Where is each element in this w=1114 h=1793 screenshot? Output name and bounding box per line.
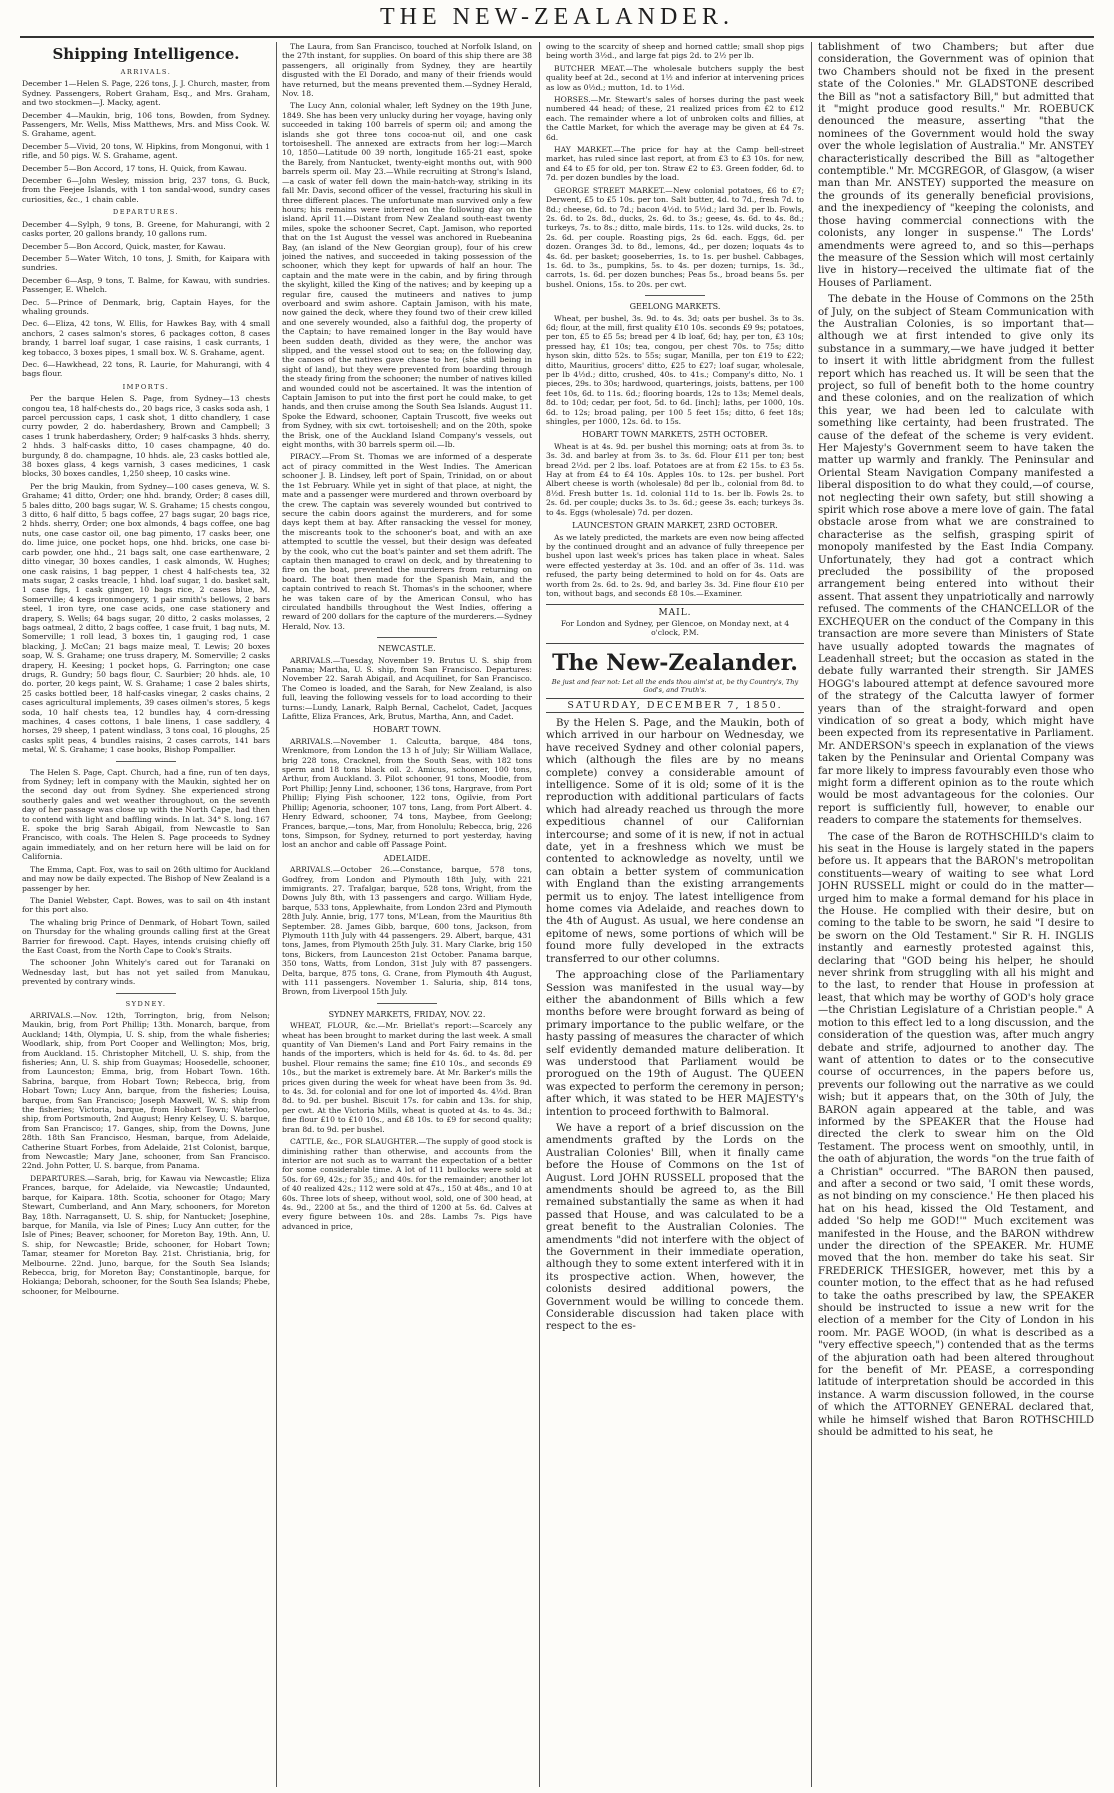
masthead-rule: [20, 36, 1094, 38]
departure-item: Dec. 6—Eliza, 42 tons, W. Ellis, for Hawkes Bay, with 4 small anchors, 2 cases salmon's stores, 6 packages cotton, 8 cases brandy, 1 barrel loaf sugar, 1 case raisins, 1 cask currants, 1 keg tobacco, 3 boxes pipes, 1 small box. W. S. Grahame, agent.: [22, 319, 270, 357]
divider: [116, 993, 176, 994]
mail-heading: MAIL.: [658, 608, 692, 619]
adelaide-paragraph: ARRIVALS.—October 26.—Constance, barque, 578 tons, Godfrey, from London and Plymouth 18th July, with 221 immigrants. 27. Trafalgar, barque, 528 tons, Wright, from the Downs July 8th, with 13 passengers and cargo. William Hyde, barque, 533 tons, Applewhaite, from London 23rd and Plymouth 28th July. Annie, brig, 177 tons, M'Lean, from the Mauritius 8th September. 28. James Gibb, barque, 600 tons, Jackson, from Plymouth 11th July with 44 passengers. 29. Albert, barque, 431 tons, James, from Plymouth 25th July. 31. Mary Clarke, brig 150 tons, Bickers, from Launceston 21st October. Panama barque, 350 tons, Watts, from London, 31st July with 87 passengers. Delta, barque, 875 tons, G. Crane, from Plymouth 4th August, with 111 passengers. November 1. Saluria, ship, 814 tons, Brown, from Liverpool 15th July.: [282, 865, 532, 997]
leader-paragraph: The case of the Baron de ROTHSCHILD's claim to his seat in the House is largely stated in the papers before us. It appears that the BARON's metropolitan constituents—weary of waiting to see what Lord JOHN RUSSELL might or could do in the matter—urged him to make a formal demand for his place in the House. He complied with their desire, but on coming to the table to be sworn, he said "I desire to be sworn on the Old Testament." Sir R. H. INGLIS instantly and earnestly protested against this, declaring that "GOD being his helper, he should never shrink from struggling with all his might and to the last, to render that House in profession at least, that which may be worthy of GOD's holy grace—the Christian Legislature of a Christian people." A motion to this effect led to a long discussion, and the consideration of the question was, after much angry debate and strife, adjourned to another day. The want of attention to dates or to the consecutive course of occurrences, in the papers before us, prevents our following out the narrative as we could wish; but it appears that, on the 30th of July, the BARON again appeared at the table, and was informed by the SPEAKER that the House had directed the clerk to swear him on the Old Testament. The process went on smoothly, until, in the oath of abjuration, the words "on the true faith of a Christian" occurred. "The BARON then paused, and after a second or two said, 'I omit these words, as not binding on my conscience.' He then placed his hat on his head, kissed the Old Testament, and added 'So help me GOD!'" Much excitement was manifested in the House, and the BARON withdrew under the direction of the SPEAKER. Mr. HUME moved that the hon. member do take his seat. Sir FREDERICK THESIGER, however, met this by a counter motion, to the effect that as he had refused to take the oaths prescribed by law, the SPEAKER should be instructed to issue a new writ for the election of a member for the City of London in his room. Mr. PAGE WOOD, (in what is described as a "very effective speech,") contended that as the terms of the abjuration oath had been altered throughout for the benefit of Mr. PEASE, a corresponding latitude of interpretation should be accorded in this instance. A warm discussion followed, in the course of which the ATTORNEY GENERAL declared that, while he himself wished that Baron ROTHSCHILD should be admitted to his seat, he: [818, 831, 1094, 1439]
hobart-heading: HOBART TOWN.: [372, 725, 442, 735]
column-rule-3: [811, 42, 812, 1787]
news-paragraph: The Daniel Webster, Capt. Bowes, was to sail on 4th instant for this port also.: [22, 895, 270, 915]
geelong-paragraph: Wheat, per bushel, 3s. 9d. to 4s. 3d; oats per bushel. 3s to 3s. 6d; flour, at the mill, first quality £10 10s. seconds £9 9s; potatoes, per ton, £5 to £5 5s; bread per 4 lb loaf, 6d; hay, per ton, £3 10s; pressed hay, £1 10s; tea, congou, per chest 70s. to 75s; ditto hyson skin, ditto 52s. to 55s; sugar, Manilla, per ton £19 to £22; ditto, Mauritius, grocers' ditto, £25 to £27; loaf sugar, wholesale, per lb 4½d.; ditto, crushed, 40s. to 41s.; Company's ditto, No. 1 pieces, 29s. to 30s; hardwood, quarterings, joists, battens, per 100 feet 10s, 6d. to 11s. 6d.; flooring boards, 12s to 13s; Memel deals, 8d. to 10d; cedar, per foot, 5d. to 6d. [inch]; laths, per 1000, 10s. 6d. to 12s; broad paling, per 100 5 feet 15s; ditto, 6 feet 18s; shingles, per 1000, 12s. 6d. to 15s.: [546, 313, 804, 427]
hobart-markets-paragraph: Wheat is at 4s. 9d. per bushel this morning; oats at from 3s. to 3s. 3d. and barley at from 3s. to 3s. 6d. Flour £11 per ton; best bread 2½d. per 2 lbs. loaf. Potatoes are at from £2 15s. to £3 5s. Hay at from £4 to £4 10s. Apples 10s. to 12s. per bushel. Port Albert cheese is worth (wholesale) 8d per lb., colonial from 8d. to 8½d. Fresh butter 1s. 1d. colonial 11d to 1s. ber lb. Fowls 2s. to 2s. 6d. per couple; ducks 3s. to 3s. 6d.; geese 3s. each; turkeys 3s. to 4s. Eggs (wholesale) 7d. per dozen.: [546, 441, 804, 517]
column-rule-1: [276, 42, 277, 1787]
column-3: [546, 42, 804, 1787]
news-paragraph: The schooner John Whitely's cared out for Taranaki on Wednesday last, but has not yet sailed from Manukau, prevented by contrary winds.: [22, 958, 270, 987]
george-street-paragraph: GEORGE STREET MARKET.—New colonial potatoes, £6 to £7; Derwent, £5 to £5 10s. per ton. Salt butter, 4d. to 7d., fresh 7d. to 8d.; cheese, 6d. to 7d.; bacon 4½d. to 5½d.; lard 3d. per lb. Fowls, 2s. 6d. to 2s. 8d., ducks, 2s. 6d. to 3s.; geese, 4s. 6d. to 4s. 8d.; turkeys, 7s. to 8s.; ditto, male birds, 11s. to 12s. wild ducks, 2s. to 2s. 6d. per couple. Roasting pigs, 2s 6d. each. Eggs, 6d. per dozen. Oranges 3d. to 8d., lemons, 4d., per dozen; loquats 4s to 4s. 6d. per basket; gooseberries, 1s. to 1s. per bushel. Cabbages, 1s. 6d. to 3s., pumpkins, 5s. to 4s. per dozen; turnips, 1s. 3d., carrots, 1s. 6d. per dozen bunches; Peas 5s., broad beans 5s. per bushel. Onions, 15s. to 20s. per cwt.: [546, 185, 804, 289]
import-item: Per the brig Maukin, from Sydney—100 cases geneva, W. S. Grahame; 41 ditto, Order; one hhd. brandy, Order; 8 cases dill, 5 bales ditto, 200 bags sugar, W. S. Grahame; 15 chests congou, 3 ditto, 6 half ditto, 5 bags coffee, 27 bags sugar, 20 bags rice, 2 hhds. sherry, Order; one box almonds, 4 bags coffee, one bag nuts, one case castor oil, one bag pimento, 17 casks beer, one do. lime juice, one pocket hops, one hhd. bricks, one case bi-carb powder, one hhd., 21 bags salt, one case earthenware, 2 ditto vinegar, 30 boxes candles, 1 cask almonds, W. Hughes; one cask raisins, 1 bag pepper, 1 chest 4 half-chests tea, 32 mats sugar, 2 casks treacle, 1 hhd. loaf sugar, 1 do. basket salt, 1 case figs, 1 cask ginger, 10 bags rice, 2 cases blue, M. Somerville; 4 kegs ironmongery, 1 pair smith's bellows, 2 bars steel, 1 iron tyre, one case acids, one case stationery and drapery, S. Wells; 64 bags sugar, 20 ditto, 2 casks molasses, 2 bags oatmeal, 2 ditto, 2 bags coffee, 1 case fruit, 1 bag nuts, M. Somerville; 1 roll lead, 3 boxes tin, 1 gauging rod, 1 case blacking, J. McCan; 21 bags maize meal, T. Lewis; 20 boxes soap, W. S. Grahame; one truss drapery, M. Somerville; 2 casks drapery, H. Keesing; 1 pocket hops, G. Farrington; one case drugs, R. Gundry; 50 bags flour, C. Saurbier; 20 hhds. ale, 10 do. porter, 20 kegs paint, W. S. Grahame; 1 case 2 bales shirts, 25 casks bottled beer, 18 half-casks vinegar, 2 casks chains, 2 cases agricultural implements, 39 cases oilmen's stores, 5 kegs soda, 10 half chests tea, 12 bundles hay, 4 corn-dressing machines, 4 cases cottons, 1 bale linens, 1 case saddlery, 4 horses, 29 sheep, 1 patent windlass, 3 tons coal, 16 ploughs, 25 casks split peas, 4 bundles raisins, 2 cases carrots, 141 bars metal, W. S. Grahame; 1 case books, Bishop Pompallier.: [22, 481, 270, 755]
dateline: SATURDAY, DECEMBER 7, 1850.: [546, 698, 804, 713]
arrivals-heading: ARRIVALS.: [120, 68, 172, 76]
mail-notice: [546, 604, 804, 643]
departure-item: December 5—Bon Accord, Quick, master, for Kawau.: [22, 241, 226, 251]
column-2: [282, 42, 532, 1787]
arrival-item: December 4—Maukin, brig, 106 tons, Bowden, from Sydney. Passengers, Mr. Wells, Miss Matthews, Mrs. and Miss Cook. W. S. Grahame, agent.: [22, 110, 270, 139]
mail-text: For London and Sydney, per Glencoe, on Monday next, at 4 o'clock, P.M.: [560, 618, 790, 638]
leader-paragraph: The debate in the House of Commons on the 25th of July, on the subject of Steam Communication with the Australian Colonies, is so important that—although we at first intended to give only its substance in a summary,—we have judged it better to insert it with little abridgment from the fullest report which has reached us. It will be seen that the project, so full of benefit both to the home country and these colonies, and on the realization of which this year, we had been led to calculate with something like certainty, had been frustrated. The cause of the defeat of the scheme is very evident. Her Majesty's Government seem to have taken the matter up warmly and frankly. The Peninsular and Oriental Steam Navigation Company manifested a liberal disposition to do what they could,—of course, not neglecting their own safety, but still showing a spirit which rose above a mere love of gain. The fatal obstacle arose from what we are constrained to characterise as the selfish, grasping spirit of monopoly manifested by the East India Company. Unfortunately, they had got a contract which precluded the possibility of the proposed arrangement being entered into without their assent. That assent they unpatriotically and narrowly refused. The comments of the CHANCELLOR of the EXCHEQUER on the conduct of the Company in this transaction are more severe than Ministers of State have usually adopted towards the magnates of Leadenhall street; but the occasion as stated in the debate fully warranted their strength. Sir JAMES HOGG's laboured attempt at defence savoured more of the strategy of the Calcutta lawyer of former years than of the straight-forward and open vindication of so great a body, which might have been expected from its representative in Parliament. Mr. ANDERSON's speech in explanation of the views taken by the Peninsular and Oriental Company was far more likely to impress favourably even those who might form a different opinion as to the route which would be most advantageous for the colonies. Our report is sufficiently full, however, to enable our readers to compare the statements for themselves.: [818, 294, 1094, 827]
arrival-item: December 5—Bon Accord, 17 tons, H. Quick, from Kawau.: [22, 163, 247, 173]
news-paragraph: The Emma, Capt. Fox, was to sail on 26th ultimo for Auckland and may now be daily expected. The Bishop of New Zealand is a passenger by her.: [22, 864, 270, 893]
launceston-heading: LAUNCESTON GRAIN MARKET, 23RD OCTOBER.: [572, 521, 778, 531]
masthead: [0, 0, 1114, 38]
motto: Be just and fear not: Let all the ends thou aim'st at, be thy Country's, Thy God's, and Truth's.: [551, 677, 799, 694]
imports-heading: IMPORTS.: [122, 382, 170, 391]
cattle-paragraph: CATTLE, &c., FOR SLAUGHTER.—The supply of good stock is diminishing rather than otherwise, and accounts from the interior are not such as to warrant the expectation of a better for some considerable time. A lot of 111 bullocks were sold at 50s. for 69, 42s.; for 35,; and 40s. for the remainder; another lot of 40 realized 42s.; 112 were sold at 47s., 150 at 48s., and 10 at 60s. Three lots of sheep, without wool, sold, one of 300 head, at 4s. 9d., 2200 at 5s., and the third of 1200 at 5s. 6d. Calves at every figure between 10s. and 28s. Lambs 7s. Pigs have advanced in price,: [282, 1137, 532, 1231]
divider: [377, 637, 437, 638]
departure-item: December 4—Sylph, 9 tons, B. Greene, for Mahurangi, with 2 casks porter, 20 gallons brandy, 10 gallons rum.: [22, 219, 270, 239]
leader-paragraph: We have a report of a brief discussion on the amendments grafted by the Lords on the Australian Colonies' Bill, when it finally came before the House of Commons on the 1st of August. Lord JOHN RUSSELL proposed that the amendments should be agreed to, as the Bill remained substantially the same as when it had passed that House, and was calculated to be a great benefit to the Australian Colonies. The amendments "did not interfere with the object of the Government in their immediate operation, although they to some extent interfered with it in its prospective action. When, however, the colonists desired additional powers, the Government would be willing to concede them. Considerable discussion had taken place with respect to the es-: [546, 1122, 804, 1333]
arrival-item: December 6—John Wesley, mission brig, 237 tons, G. Buck, from the Feejee Islands, with 1 ton sandal-wood, sundry cases curiosities, &c., 1 chain cable.: [22, 176, 270, 204]
news-paragraph: PIRACY.—From St. Thomas we are informed of a desperate act of piracy committed in the West Indies. The American schooner J. B. Lindsey, left port of Spain, Trinidad, on or about the 1st February. While yet in sight of that place, at night, the mate and a passenger were murdered and thrown overboard by the crew. The captain was severely wounded but contrived to secure the cabin doors against the murderers, and for some days kept them at bay. After ransacking the vessel for money, the miscreants took to the schooner's boat, and with an axe attempted to scuttle the vessel, but their design was defeated by the cook, who cut the boat's painter and set them adrift. The captain then managed to crawl on deck, and by threatening to fire on the boat, prevented the murderers from returning on board. The boat then made for the Spanish Main, and the captain contrived to reach St. Thomas's in the schooner, where he was taken care of by the American Consul, who has circulated handbills throughout the West Indies, offering a reward of 200 dollars for the capture of the murderers.—Sydney Herald, Nov. 13.: [282, 452, 532, 631]
departure-item: December 6—Asp, 9 tons, T. Balme, for Kawau, with sundries. Passenger, E. Whelch.: [22, 275, 270, 295]
departure-item: December 5—Water Witch, 10 tons, J. Smith, for Kaipara with sundries.: [22, 253, 270, 273]
divider: [645, 295, 705, 296]
market-paragraph: owing to the scarcity of sheep and horned cattle; small shop pigs being worth 3½d., and large fat pigs 2d. to 2½ per lb.: [546, 42, 804, 61]
paper-title: The New-Zealander.: [552, 649, 798, 676]
news-paragraph: The Laura, from San Francisco, touched at Norfolk Island, on the 27th instant, for supplies. On board of this ship there are 38 passengers, all originally from Sydney, they are heartily disgusted with the El Dorado, and many of their friends would have returned, but the means prevented them.—Sydney Herald, Nov. 18.: [282, 42, 532, 99]
divider: [377, 1003, 437, 1004]
hay-paragraph: HAY MARKET.—The price for hay at the Camp bell-street market, has ruled since last report, at from £3 to £3 10s. for new, and £4 to £5 for old, per ton. Straw £2 to £3. Green fodder, 6d. to 7d. per dozen bundles by the load.: [546, 145, 804, 183]
leader-article: [546, 718, 804, 1334]
sydney-heading: SYDNEY.: [125, 999, 167, 1008]
newcastle-heading: NEWCASTLE.: [378, 644, 436, 654]
hobart-markets-heading: HOBART TOWN MARKETS, 25TH OCTOBER.: [582, 430, 768, 440]
adelaide-heading: ADELAIDE.: [383, 853, 431, 863]
news-paragraph: The Lucy Ann, colonial whaler, left Sydney on the 19th June, 1849. She has been very unlucky during her voyage, having only succeeded in taking 100 barrels of sperm oil; and among the islands she got three tons cocoa-nut oil, and one cask tortoiseshell. The annexed are extracts from her log:—March 10, 1850—Latitude 00 39 north, longitude 165·21 east, spoke the Barely, from Nantucket, twenty-eight months out, with 900 barrels sperm oil. May 23.—While recruiting at Strong's Island,—a cask of water fell down the main-hatch-way, striking in its fall Mr. Davis, second officer of the vessel, fracturing his skull in three different places. The unfortunate man survived only a few hours; his remains were interred on the following day on the island. April 11.—Distant from New Zealand south-east twenty miles, spoke the schooner Secret, Capt. Jamison, who reported that on the 1st August the vessel was anchored in Ruebeanina Bay, (an island of the New Georgian group), four of his crew joined the natives, and succeeded in taking possession of the schooner, which they kept for upwards of half an hour. The captain and the mate were in the cabin, and by firing through the skylight, killed the King of the natives; and by keeping up a regular fire, caused the mutineers and natives to jump overboard and swim ashore. Captain Jamison, with his mate, now gained the deck, where they found two of their crew killed and one severely wounded, also a faithful dog, the property of the Captain; to have remained longer in the Bay would have been sudden death, divided as they were, the anchor was slipped, and the vessel stood out to sea; on the following day, the canoes of the natives gave chase to her, (she still being in sight of land), but they were prevented from boarding through the steady firing from the schooner; the number of natives killed and wounded could not be ascertained. It was the intention of Captain Jamison to put into the first port he could make, to get hands, and then cruise among the South Sea Islands. August 11. Spoke the Edward, schooner, Captain Truscott, five weeks out from Sydney, with six cwt. tortoiseshell; and on the 20th, spoke the Brisk, one of the Auckland Island Company's vessels, out eight months, with 30 barrels sperm oil.—Ib.: [282, 101, 532, 450]
sydney-paragraph: DEPARTURES.—Sarah, brig, for Kawau via Newcastle; Eliza Frances, barque, for Adelaide, via Newcastle; Undaunted, barque, for Kaipara. 18th. Scotia, schooner for Otago; Mary Stewart, Cumberland, and Ann Mary, schooners, for Moreton Bay, 18th. Narragansett, U. S. ship, for Nantucket; Josephine, barque, for Manila, via Isle of Pines; Lucy Ann cutter, for the Isle of Pines; Beaver, schooner, for Moreton Bay, 19th. Ann, U. S. ship, for Newcastle; Bride, schooner, for Hobart Town; Tamar, steamer for Moreton Bay. 21st. Christiania, brig, for Melbourne. 22nd. Juno, barque, for the South Sea Islands; Rebecca, brig, for Moreton Bay; Constantinople, barque, for Hokianga; Deborah, schooner, for the South Sea Islands; Phebe, schooner, for Melbourne.: [22, 1173, 270, 1296]
sydney-markets-heading: SYDNEY MARKETS, FRIDAY, NOV. 22.: [328, 1009, 486, 1019]
arrival-item: December 1—Helen S. Page, 226 tons, J. J. Church, master, from Sydney. Passengers, Robert Graham, Esq., and Mrs. Graham, and two stockmen—J. Macky, agent.: [22, 79, 270, 108]
horses-paragraph: HORSES.—Mr. Stewart's sales of horses during the past week numbered 44 head; of these, 21 realized prices from £2 to £12 each. The remainder where a lot of unbroken colts and fillies, at the Cattle Market, for which the average may be given at £4 7s. 6d.: [546, 95, 804, 142]
departures-heading: DEPARTURES.: [112, 208, 180, 217]
geelong-heading: GEELONG MARKETS.: [629, 302, 721, 312]
column-rule-2: [539, 42, 540, 1787]
column-4: [818, 42, 1094, 1787]
arrival-item: December 5—Vivid, 20 tons, W. Hipkins, from Mongonui, with 1 rifle, and 50 pigs. W. S. Grahame, agent.: [22, 141, 270, 161]
leader-paragraph: tablishment of two Chambers; but after due consideration, the Government was of opinion that two Chambers should not be fixed in the present state of the Colonies." Mr. GLADSTONE described the Bill as "not a satisfactory Bill," but admitted that it "might produce good results." Mr. ROEBUCK denounced the measure, asserting "that the nominees of the Government would hold the sway over the whole legislation of Australia." Mr. ANSTEY characteristically described the Bill as "altogether contemptible." Mr. MCGREGOR, of Glasgow, (a wiser man than Mr. ANSTEY) supported the measure on the grounds of its generally beneficial provisions, and the inexpediency of "keeping the colonists, and those having commercial connections with the colonists, any longer in suspense." The Lords' amendments were agreed to, and so this—perhaps the measure of the Session which will most certainly live in history—received the ultimate fiat of the Houses of Parliament.: [818, 42, 1094, 289]
leader-paragraph: By the Helen S. Page, and the Maukin, both of which arrived in our harbour on Wednesday, we have received Sydney and other colonial papers, which (although the files are by no means complete) convey a considerable amount of intelligence. Some of it is old; some of it is the reproduction with additional particulars of facts which had already reached us through the more expeditious channel of our Californian intercourse; and some of it is new, if not in actual date, yet in a freshness which we must be contented to acknowledge as novelty, until we can obtain a better system of communication with England than the existing arrangements permit us to enjoy. The latest intelligence from home comes via Adelaide, and reaches down to the 4th of August. As usual, we here condense an epitome of news, some portions of which will be found more fully developed in the extracts transferred to our other columns.: [546, 717, 804, 965]
butcher-paragraph: BUTCHER MEAT.—The wholesale butchers supply the best quality beef at 2d., second at 1½ and inferior at intervening prices as low as 0½d.; mutton, 1d. to 1½d.: [546, 63, 804, 92]
newspaper-title: THE NEW-ZEALANDER.: [380, 4, 734, 30]
news-paragraph: The whaling brig Prince of Denmark, of Hobart Town, sailed on Thursday for the whaling grounds calling first at the Great Barrier for firewood. Capt. Hayes, intends cruising chiefly off the East Coast, from the North Cape to Cook's Straits.: [22, 917, 270, 955]
leader-paragraph: The approaching close of the Parliamentary Session was manifested in the usual way—by either the abandonment of Bills which a few months before were brought forward as being of primary importance to the public welfare, or the hasty passing of measures the character of which self evidently demanded mature deliberation. It was understood that Parliament would be prorogued on the 19th of August. The QUEEN was expected to perform the ceremony in person; after which, it was stated to be HER MAJESTY's intention to proceed forthwith to Balmoral.: [546, 970, 804, 1118]
shipping-intelligence-heading: Shipping Intelligence.: [52, 45, 240, 63]
newcastle-paragraph: ARRIVALS.—Tuesday, November 19. Brutus U. S. ship from Panama; Martha, U. S. ship, from San Francisco. Departures: November 22. Sarah Abigail, and Acquilinet, for San Francisco. The Comeo is loaded, and the Sarah, for New Zealand, is also full, leaving the following vessels for to load according to their turns:—Lundy, Lanark, Ralph Bernal, Cachelot, Cadet, Jacques Lafitte, Eliza Frances, Ark, Brutus, Martha, Ann, and Cadet.: [282, 655, 532, 722]
divider: [116, 761, 176, 762]
launceston-paragraph: As we lately predicted, the markets are even now being affected by the continued drought and an advance of fully threepence per bushel upon last week's prices has taken place in wheat. Sales were effected yesterday at 3s. 10d. and an offer of 3s. 11d. was refused, the party being determined to hold on for 4s. Oats are worth from 2s. 6d. to 2s. 9d, and barley 3s. 3d. Fine flour £10 per ton, without bags, and seconds £8 10s.—Examiner.: [546, 532, 804, 598]
import-item: Per the barque Helen S. Page, from Sydney—13 chests congou tea, 18 half-chests do., 20 bags rice, 3 casks soda ash, 1 parcel percussion caps, 1 cask shot, 1 ditto chandlery, 1 case curry powder, 2 do. haberdashery, Brown and Campbell; 3 cases 1 trunk haberdashery, Order; 9 half-casks 3 hhds. sherry, 2 hhds. 3 half-casks ditto, 10 cases champagne, 40 do. burgundy, 8 do. champagne, 10 hhds. ale, 23 casks bottled ale, 38 boxes glass, 4 kegs varnish, 3 cases medicines, 1 cask blocks, 30 boxes candles, 1,250 sheep, 10 casks wine.: [22, 394, 270, 479]
column-1: [22, 42, 270, 1787]
hobart-paragraph: ARRIVALS.—November 1. Calcutta, barque, 484 tons, Wrenkmore, from London the 13 h of July; Sir William Wallace, brig 228 tons, Cracknel, from the South Seas, with 182 tons sperm and 18 tons black oil. 2. Amicus, schooner, 100 tons, Arthur, from Auckland. 3. Pilot schooner, 91 tons, Moodie, from Port Phillip; Jenny Lind, schooner, 136 tons, Hargrave, from Port Phillip; Flying Fish schooner, 122 tons, Ogilvie, from Port Phillip; Agenoria, schooner, 107 tons, Lang, from Port Albert. 4. Henry Edward, schooner, 74 tons, Maybee, from Geelong; Frances, barque,—tons, Mar, from Honolulu; Rebecca, brig, 226 tons, Simpson, for Sydney, returned to port yesterday, having lost an anchor and cable off Passage Point.: [282, 736, 532, 850]
sydney-paragraph: ARRIVALS.—Nov. 12th, Torrington, brig, from Nelson; Maukin, brig, from Port Phillip; 13th. Monarch, barque, from Auckland; 14th, Olympia, U. S. ship, from the whale fisheries; Woodlark, ship, from Port Cooper and Wellington; Mos, brig, from Auckland. 15. Christopher Mitchell, U. S. ship, from the fisheries; Ann, U. S. ship from Guaymas; Hoosedelle, schooner, from Launceston; Emma, brig, from Hobart Town. 16th. Sabrina, barque, from Hobart Town; Rebecca, brig, from Hobart Town; Lucy Ann, barque, from the fisheries; Louisa, barque, from San Francisco; Joseph Maxwell, W. S. ship from the fisheries; Victoria, barque, from Hobart Town; Waterloo, ship, from Portsmouth, 2nd August; Henry Kelsey, U. S. barque, from San Francisco; 17. Ganges, ship, from the Downs, June 28th. 18th San Francisco, Hesman, barque, from Adelaide, Catherine Stuart Forbes, from Adelaide, 21st Colonist, barque, from Newcastle; Mary Jane, schooner, from San Francisco. 22nd. John Potter, U. S. barque, from Panama.: [22, 1010, 270, 1171]
departure-item: Dec. 6—Hawkhead, 22 tons, R. Laurie, for Mahurangi, with 4 bags flour.: [22, 359, 270, 379]
news-paragraph: The Helen S. Page, Capt. Church, had a fine, run of ten days, from Sydney; left in company with the Maukin, sighted her on the second day out from Sydney. She experienced strong southerly gales and wet weather throughout, on the seventh day of her passage was close up with the North Cape, had then to contend with light and baffling winds. In lat. 34° S. long. 167 E. spoke the brig Sarah Abigail, from Newcastle to San Francisco, with coals. The Helen S. Page proceeds to Sydney again immediately, and on her return here will be laid on for California.: [22, 767, 270, 862]
sydney-markets-paragraph: WHEAT, FLOUR, &c.—Mr. Briellat's report:—Scarcely any wheat has been brought to market during the last week. A small quantity of Van Diemen's Land and Port Fairy remains in the hands of the importers, which is held for 4s. 6d. to 4s. 8d. per bushel. Flour remains the same; fine £10 10s., and seconds £9 10s., but the market is extremely bare. At Mr. Barker's mills the prices given during the week for wheat have been from 3s. 9d. to 4s. 3d. for colonial and for one lot of imported 4s. 4½d. Bran 8d. to 9d. per bushel. Biscuit 17s. for cabin and 13s. for ship, per cwt. At the Victoria Mills, wheat is quoted at 4s. to 4s. 3d.; fine flour £10 to £10 10s., and £8 10s. to £9 for second quality; bran 8d. to 9d. per bushel.: [282, 1021, 532, 1134]
departure-item: Dec. 5—Prince of Denmark, brig, Captain Hayes, for the whaling grounds.: [22, 297, 270, 316]
